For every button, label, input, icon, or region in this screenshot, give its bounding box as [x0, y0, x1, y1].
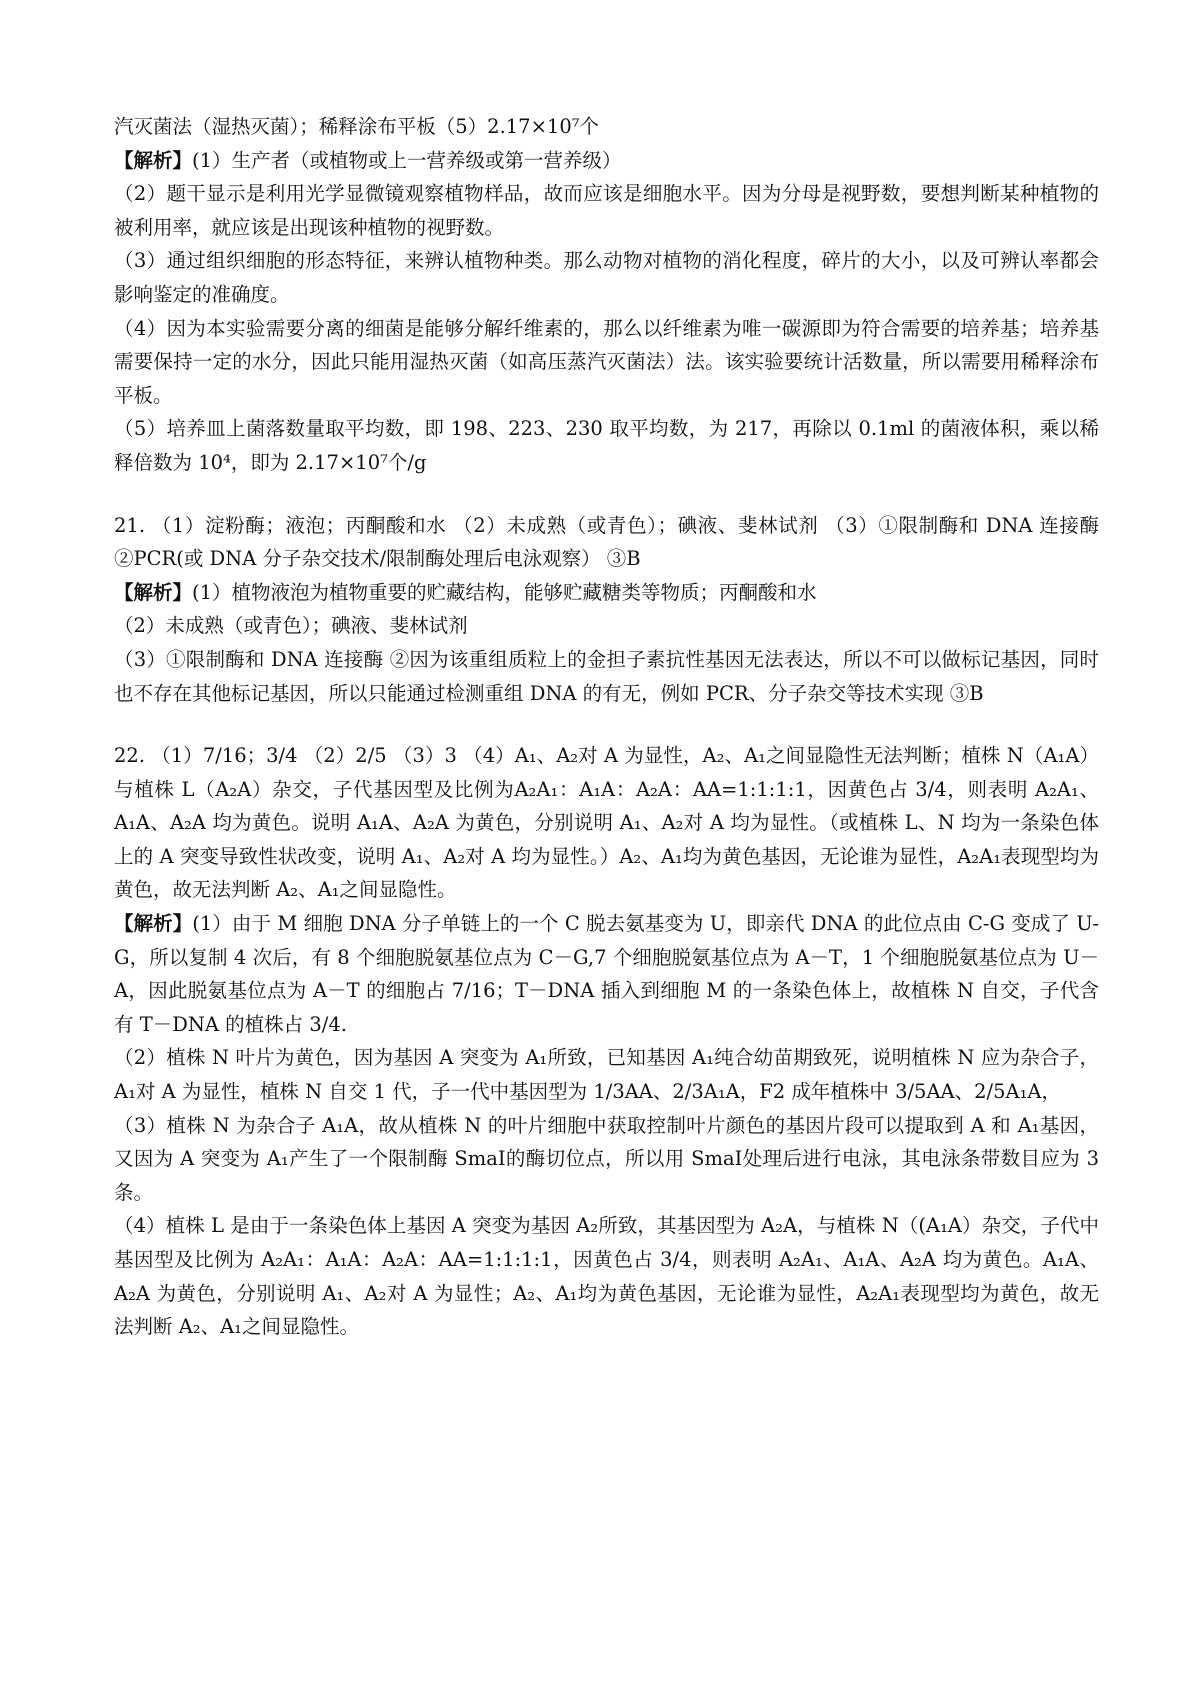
q22-analysis-1-text: (1）由于 M 细胞 DNA 分子单链上的一个 C 脱去氨基变为 U，即亲代 DNA 的此位点由 C-G 变成了 U-G，所以复制 4 次后，有 8 个细胞脱氨基位点为 C－G,7 个细胞脱氨基位点为 A－T，1 个细胞脱氨基位点为 U－A，因此脱氨基位点为 A－T 的细胞占 7/16；T－DNA 插入到细胞 M 的一条染色体上，故植株 N 自交，子代含有 T－DNA 的植株占 3/4.	[114, 912, 1099, 1036]
analysis-label: 【解析】	[114, 580, 193, 604]
q22-analysis-3: （3）植株 N 为杂合子 A₁A，故从植株 N 的叶片细胞中获取控制叶片颜色的基因片段可以提取到 A 和 A₁基因，又因为 A 突变为 A₁产生了一个限制酶 SmaI的酶切位点，所以用 SmaI处理后进行电泳，其电泳条带数目应为 3 条。	[114, 1113, 1099, 1204]
q21-analysis-2: （2）未成熟（或青色）；碘液、斐林试剂	[114, 614, 468, 638]
q21-analysis-1	[114, 576, 1099, 610]
q21-analysis-3: （3）①限制酶和 DNA 连接酶 ②因为该重组质粒上的金担子素抗性基因无法表达，所以不可以做标记基因，同时也不存在其他标记基因，所以只能通过检测重组 DNA 的有无，例如 PCR、分子杂交等技术实现 ③B	[114, 647, 1099, 705]
q22-analysis-1	[114, 907, 1099, 1041]
q22-answer: 22. （1）7/16；3/4 （2）2/5 （3）3 （4）A₁、A₂对 A 为显性，A₂、A₁之间显隐性无法判断；植株 N（A₁A）与植株 L（A₂A）杂交，子代基因型及比例为A₂A₁：A₁A：A₂A：AA=1:1:1:1，因黄色占 3/4，则表明 A₂A₁、A₁A、A₂A 均为黄色。说明 A₁A、A₂A 为黄色，分别说明 A₁、A₂对 A 均为显性。（或植株 L、N 均为一条染色体上的 A 突变导致性状改变，说明 A₁、A₂对 A 均为显性。）A₂、A₁均为黄色基因，无论谁为显性，A₂A₁表现型均为黄色，故无法判断 A₂、A₁之间显隐性。	[114, 744, 1099, 902]
q20-analysis-3: （3）通过组织细胞的形态特征，来辨认植物种类。那么动物对植物的消化程度，碎片的大小，以及可辨认率都会影响鉴定的准确度。	[114, 249, 1099, 306]
q20-analysis-2: （2）题干显示是利用光学显微镜观察植物样品，故而应该是细胞水平。因为分母是视野数，要想判断某种植物的被利用率，就应该是出现该种植物的视野数。	[114, 182, 1099, 239]
q20-analysis-1	[114, 144, 1099, 178]
section-gap	[114, 710, 1099, 739]
q21-answer: 21. （1）淀粉酶；液泡；丙酮酸和水 （2）未成熟（或青色）；碘液、斐林试剂 （3）①限制酶和 DNA 连接酶 ②PCR(或 DNA 分子杂交技术/限制酶处理后电泳观察） ③B	[114, 513, 1099, 571]
q22-analysis-2: （2）植株 N 叶片为黄色，因为基因 A 突变为 A₁所致，已知基因 A₁纯合幼苗期致死，说明植株 N 应为杂合子，A₁对 A 为显性，植株 N 自交 1 代，子一代中基因型为 1/3AA、2/3A₁A，F2 成年植株中 3/5AA、2/5A₁A，	[114, 1046, 1099, 1104]
section-gap	[114, 480, 1099, 509]
q20-analysis-4: （4）因为本实验需要分离的细菌是能够分解纤维素的，那么以纤维素为唯一碳源即为符合需要的培养基；培养基需要保持一定的水分，因此只能用湿热灭菌（如高压蒸汽灭菌法）法。该实验要统计活数量，所以需要用稀释涂布平板。	[114, 316, 1099, 407]
analysis-label: 【解析】	[114, 148, 193, 172]
q22-analysis-4: （4）植株 L 是由于一条染色体上基因 A 突变为基因 A₂所致，其基因型为 A₂A，与植株 N（(A₁A）杂交，子代中基因型及比例为 A₂A₁：A₁A：A₂A：AA=1:1:1:1，因黄色占 3/4，则表明 A₂A₁、A₁A、A₂A 均为黄色。A₁A、A₂A 为黄色，分别说明 A₁、A₂对 A 为显性；A₂、A₁均为黄色基因，无论谁为显性，A₂A₁表现型均为黄色，故无法判断 A₂、A₁之间显隐性。	[114, 1214, 1099, 1339]
q21-analysis-1-text: (1）植物液泡为植物重要的贮藏结构，能够贮藏糖类等物质；丙酮酸和水	[192, 580, 817, 604]
q20-analysis-5: （5）培养皿上菌落数量取平均数，即 198、223、230 取平均数，为 217，再除以 0.1ml 的菌液体积，乘以稀释倍数为 10⁴，即为 2.17×10⁷个/g	[114, 417, 1099, 474]
q20-analysis-1-text: (1）生产者（或植物或上一营养级或第一营养级）	[192, 148, 622, 172]
analysis-label: 【解析】	[114, 912, 193, 936]
answer-content	[114, 110, 1099, 1344]
q20-answer: 汽灭菌法（湿热灭菌）；稀释涂布平板（5）2.17×10⁷个	[114, 115, 600, 138]
